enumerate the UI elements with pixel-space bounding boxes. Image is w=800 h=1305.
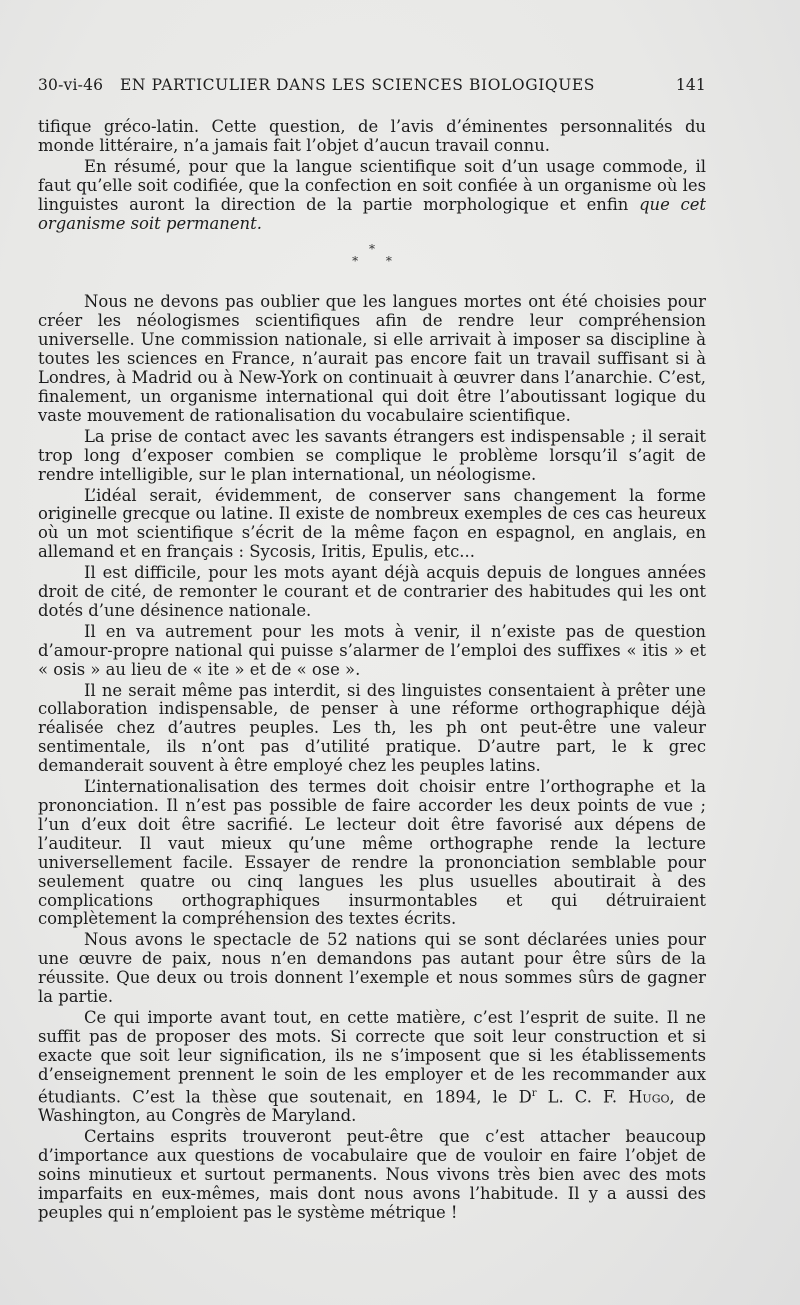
asterism-top: * — [369, 242, 375, 257]
paragraph-8: Il ne serait même pas interdit, si des linguistes consentaient à prêter une collaboration indispensable, de penser à une réforme orthographique déjà réalisée chez d’autres peuples. Les th, les ph ont peut-être une valeur sentimentale, ils n’ont pas d’utilité pratique. D’autre part, le k grec demanderait souvent à être employé chez les peuples latins. — [38, 680, 706, 776]
asterism-bottom: * * — [352, 254, 404, 269]
paragraph-2-text: En résumé, pour que la langue scientifique soit d’un usage commode, il faut qu’elle soit codifiée, que la confection en soit confiée à un organisme où les linguistes auront la direction de la partie morphologique et enfin — [38, 156, 706, 214]
paragraph-11-text-b: L. C. F. — [536, 1087, 629, 1107]
paragraph-12: Certains esprits trouveront peut-être que c’est attacher beaucoup d’importance aux questions de vocabulaire que de vouloir en faire l’objet de soins minutieux et surtout permanents. Nous vivons très bien avec des mots imparfaits en eux-mêmes, mais dont nous avons l’habitude. Il y a aussi des peuples qui n’emploient pas le système métrique ! — [38, 1126, 706, 1222]
paragraph-11-author-name: Hugo — [628, 1087, 670, 1107]
paragraph-2 — [38, 158, 706, 234]
paragraph-7: Il en va autrement pour les mots à venir, il n’existe pas de question d’amour-propre national qui puisse s’alarmer de l’emploi des suffixes « itis » et « osis » au lieu de « ite » et de « ose ». — [38, 621, 706, 679]
paragraph-5: L’idéal serait, évidemment, de conserver sans changement la forme originelle grecque ou latine. Il existe de nombreux exemples de ces cas heureux où un mot scientifique s’écrit de la même façon en espagnol, en anglais, en allemand et en français : Sycosis, Iritis, Epulis, etc... — [38, 485, 706, 562]
running-header — [38, 76, 706, 98]
paragraph-1: tifique gréco-latin. Cette question, de l’avis d’éminentes personnalités du monde littéraire, n’a jamais fait l’objet d’aucun travail connu. — [38, 117, 706, 155]
paragraph-3: Nous ne devons pas oublier que les langues mortes ont été choisies pour créer les néologismes scientifiques afin de rendre leur compréhension universelle. Une commission nationale, si elle arrivait à imposer sa discipline à toutes les sciences en France, n’aurait pas encore fait un travail suffisant si à Londres, à Madrid ou à New-York on continuait à œuvrer dans l’anarchie. C’est, finalement, un organisme international qui doit être l’aboutissant logique du vaste mouvement de rationalisation du vocabulaire scientifique. — [38, 292, 706, 425]
body-text — [38, 118, 706, 1222]
running-title: EN PARTICULIER DANS LES SCIENCES BIOLOGIQUES — [120, 76, 596, 94]
paragraph-6: Il est difficile, pour les mots ayant déjà acquis depuis de longues années droit de cité, de remonter le courant et de contrarier des habitudes qui les ont dotés d’une désinence nationale. — [38, 563, 706, 620]
paragraph-11-superscript: r — [531, 1087, 537, 1099]
paragraph-9: L’internationalisation des termes doit choisir entre l’orthographe et la prononciation. Il n’est pas possible de faire accorder les deux points de vue ; l’un d’eux doit être sacrifié. Le lecteur doit être favorisé aux dépens de l’auditeur. Il vaut mieux qu’une même orthographe rende la lecture universellement facile. Essayer de rendre la prononciation semblable pour seulement quatre ou cinq langues les plus usuelles aboutirait à des complications orthographiques insurmontables et qui détruiraient complètement la compréhension des textes écrits. — [38, 777, 706, 929]
paragraph-11-text-a: Ce qui importe avant tout, en cette matière, c’est l’esprit de suite. Il ne suffit pas de proposer des mots. Si correcte que soit leur construction et si exacte que soit leur signification, ils ne s’imposent que si les établissements d’enseignement prennent le soin de les employer et de les recommander aux étudiants. C’est la thèse que soutenait, en 1894, le D — [38, 1007, 706, 1107]
paragraph-11-text-c: , de Washington, au Congrès de Maryland. — [38, 1087, 706, 1125]
paragraph-11 — [38, 1009, 706, 1126]
paragraph-2-italic: que cet organisme soit permanent. — [38, 194, 706, 233]
paragraph-10: Nous avons le spectacle de 52 nations qui se sont déclarées unies pour une œuvre de paix, nous n’en demandons pas autant pour être sûrs de la réussite. Que deux ou trois donnent l’exemple et nous sommes sûrs de gagner la partie. — [38, 930, 706, 1007]
section-asterism — [38, 243, 706, 267]
paragraph-4: La prise de contact avec les savants étrangers est indispensable ; il serait trop long d’exposer combien se complique le problème lorsqu’il s’agit de rendre intelligible, sur le plan international, un néologisme. — [38, 426, 706, 484]
page-number: 141 — [675, 76, 706, 94]
header-date: 30-vi-46 — [38, 76, 104, 94]
